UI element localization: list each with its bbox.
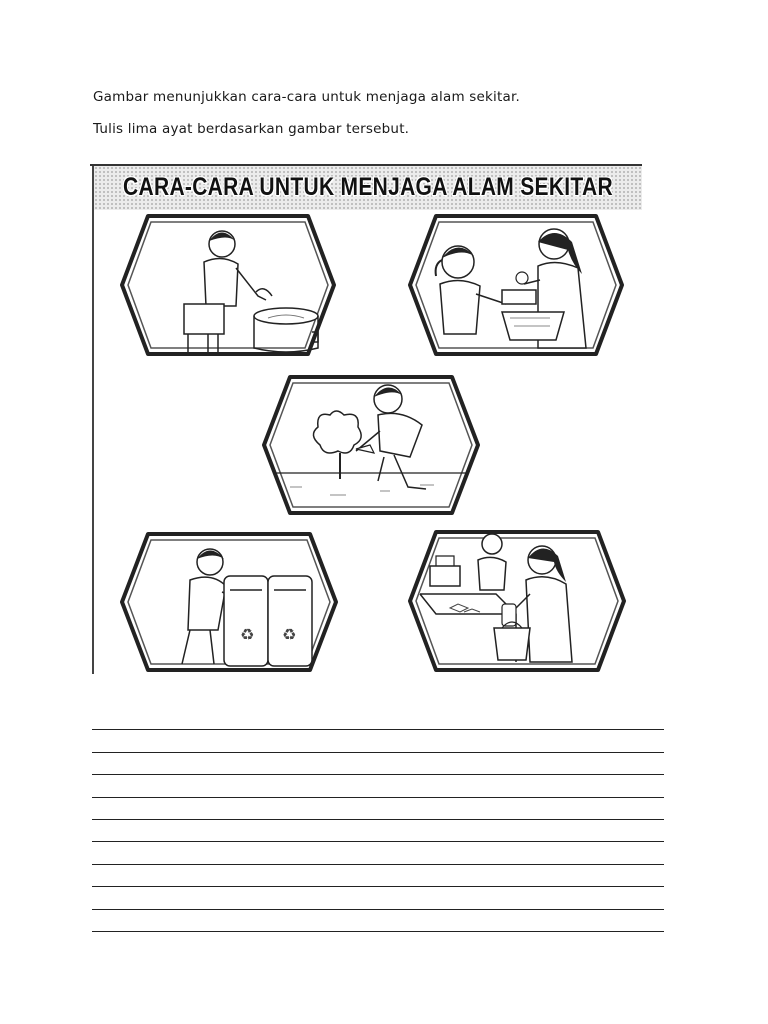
instruction-text-1: Gambar menunjukkan cara-cara untuk menjaga alam sekitar. (93, 89, 520, 105)
scene-reusable-container (406, 214, 626, 356)
boy-planting-tree-icon (260, 375, 482, 515)
scene-plant-tree (260, 375, 482, 515)
scene-recycle-bins (118, 532, 340, 672)
instruction-text-2: Tulis lima ayat berdasarkan gambar tersebut. (93, 121, 410, 137)
figure-title-band (94, 166, 642, 210)
scene-throw-rubbish (118, 214, 338, 356)
figure-left-border (92, 166, 94, 674)
svg-text:♻: ♻ (240, 625, 255, 644)
answer-line-1[interactable] (92, 708, 664, 730)
girl-food-container-icon (406, 214, 626, 356)
answer-line-10[interactable] (92, 910, 664, 932)
answer-line-3[interactable] (92, 753, 664, 775)
worksheet-figure (90, 162, 646, 674)
boy-throwing-rubbish-icon (118, 214, 338, 356)
answer-line-8[interactable] (92, 865, 664, 887)
svg-text:♻: ♻ (282, 625, 297, 644)
scene-bring-own-bag (406, 530, 628, 672)
answer-lines (92, 708, 664, 932)
answer-line-6[interactable] (92, 820, 664, 842)
answer-line-2[interactable] (92, 730, 664, 752)
boy-recycle-bin-icon (118, 532, 340, 672)
answer-line-9[interactable] (92, 887, 664, 909)
figure-title: CARA-CARA UNTUK MENJAGA ALAM SEKITAR (123, 174, 613, 202)
answer-line-5[interactable] (92, 798, 664, 820)
girl-shopping-icon (406, 530, 628, 672)
answer-line-4[interactable] (92, 775, 664, 797)
answer-line-7[interactable] (92, 842, 664, 864)
